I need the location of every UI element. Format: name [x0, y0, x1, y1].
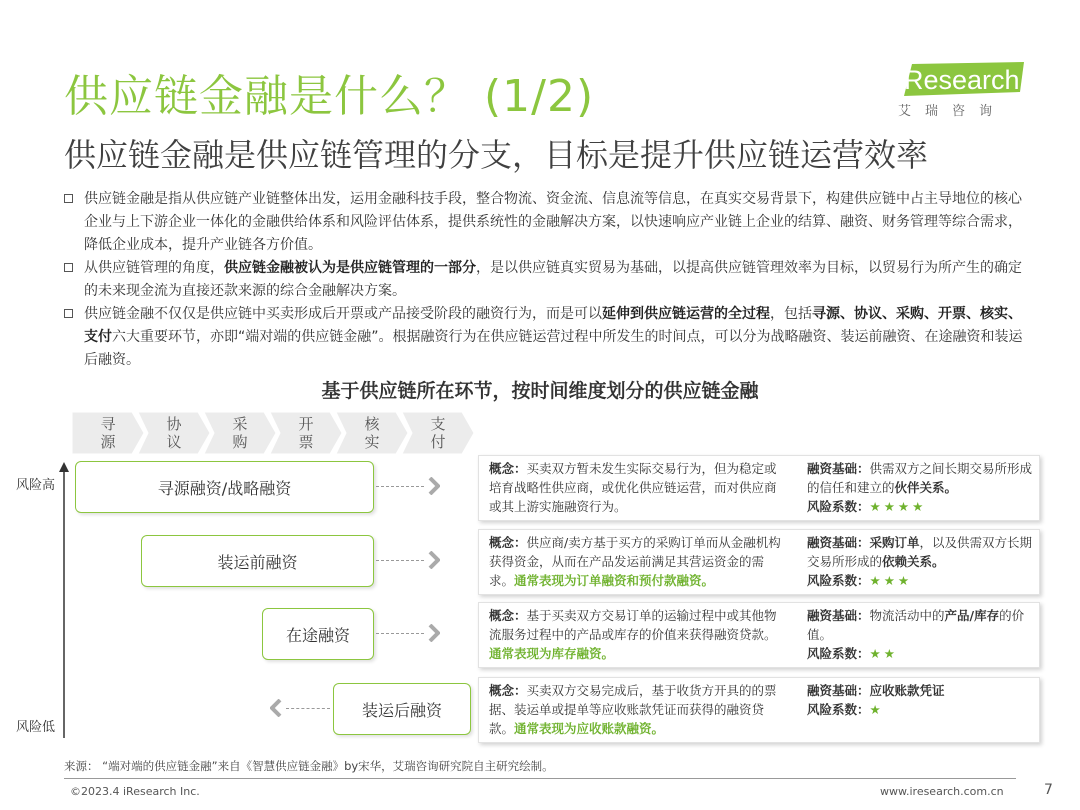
bullet-square-icon: [64, 194, 73, 203]
connector-line: [376, 486, 424, 487]
bullet-2: 从供应链管理的角度，供应链金融被认为是供应链管理的一部分，是以供应链真实贸易为基础，以提高供应链管理效率为目标，以贸易行为所产生的确定的未来现金流为直接还款来源的综合金融解决方案。: [64, 257, 1029, 303]
logo-wordmark: iResearch: [898, 65, 1020, 95]
step-label: 协 议: [166, 415, 182, 451]
page-number: 7: [1044, 782, 1053, 798]
risk-high-label: 风险高: [16, 478, 56, 493]
bullet-square-icon: [64, 309, 73, 318]
stage-intransit-financing: 在途融资: [262, 608, 374, 660]
card-basis: 融资基础：物流活动中的产品/库存的价值。 风险系数：★★: [807, 608, 1025, 661]
risk-stars: ★★★: [869, 573, 913, 588]
card-basis: 融资基础：采购订单，以及供需双方长期交易所形成的依赖关系。 风险系数：★★★: [807, 535, 1033, 588]
chevron-right-icon: [428, 624, 440, 642]
connector-line: [376, 560, 424, 561]
step-label: 开 票: [298, 415, 314, 451]
step-chevron: [402, 412, 474, 454]
source-note: 来源： “端对端的供应链金融”来自《智慧供应链金融》by宋华，艾瑞咨询研究院自主研究绘制。: [64, 759, 554, 773]
detail-card-preshipment: [478, 529, 1040, 595]
risk-stars: ★★: [869, 646, 898, 661]
chevron-right-icon: [428, 477, 440, 495]
chevron-right-icon: [428, 551, 440, 569]
risk-axis-arrow: [56, 462, 72, 740]
copyright: ©2023.4 iResearch Inc.: [70, 785, 200, 798]
page-subtitle: 供应链金融是供应链管理的分支，目标是提升供应链运营效率: [64, 136, 929, 174]
stage-strategic-financing: 寻源融资/战略融资: [75, 461, 374, 513]
footer-divider: [64, 778, 1016, 779]
detail-card-intransit: [478, 602, 1040, 668]
diagram-title: 基于供应链所在环节，按时间维度划分的供应链金融: [321, 380, 759, 402]
step-chevron: [72, 412, 144, 454]
card-concept: 概念：买卖双方交易完成后，基于收货方开具的的票据、装运单或提单等应收账款凭证而获得的融资贷款。通常表现为应收账款融资。: [489, 683, 777, 736]
website-url: www.iresearch.com.cn: [880, 785, 1004, 798]
bullet-1: 供应链金融是指从供应链产业链整体出发，运用金融科技手段，整合物流、资金流、信息流等信息，在真实交易背景下，构建供应链中占主导地位的核心企业与上下游企业一体化的金融供给体系和风险评估体系，提供系统性的金融解决方案，以快速响应产业链上企业的结算、融资、财务管理等综合需求，降低企业成本，提升产业链各方价值。: [64, 188, 1029, 257]
card-concept: 概念：供应商/卖方基于买方的采购订单而从金融机构获得资金，从而在产品发运前满足其营运资金的需求。通常表现为订单融资和预付款融资。: [489, 535, 781, 588]
card-concept: 概念：基于买卖双方交易订单的运输过程中或其他物流服务过程中的产品或库存的价值来获得融资贷款。通常表现为库存融资。: [489, 608, 777, 661]
page-title: 供应链金融是什么？ (1/2): [64, 71, 595, 122]
connector-line: [286, 708, 330, 709]
card-basis: 融资基础：供需双方之间长期交易所形成的信任和建立的伙伴关系。 风险系数：★★★★: [807, 461, 1033, 514]
stage-preshipment-financing: 装运前融资: [141, 535, 374, 587]
step-label: 采 购: [232, 415, 248, 451]
risk-stars: ★★★★: [869, 499, 927, 514]
risk-low-label: 风险低: [16, 720, 56, 735]
card-concept: 概念：买卖双方暂未发生实际交易行为，但为稳定或培育战略性供应商，或优化供应链运营，而对供应商或其上游实施融资行为。: [489, 461, 777, 514]
step-label: 核 实: [364, 415, 380, 451]
card-basis: 融资基础：应收账款凭证 风险系数：★: [807, 683, 945, 717]
bullet-3: 供应链金融不仅仅是供应链中买卖形成后开票或产品接受阶段的融资行为，而是可以延伸到供应链运营的全过程，包括寻源、协议、采购、开票、核实、支付六大重要环节，亦即“端对端的供应链金融”。根据融资行为在供应链运营过程中所发生的时间点，可以分为战略融资、装运前融资、在途融资和装运后融资。: [64, 303, 1029, 372]
step-chevron: [138, 412, 210, 454]
connector-line: [376, 633, 424, 634]
risk-stars: ★: [869, 702, 884, 717]
detail-card-postshipment: [478, 677, 1040, 743]
detail-card-strategic: [478, 455, 1040, 521]
step-chevron: [204, 412, 276, 454]
logo-chinese: 艾瑞咨询: [898, 104, 1007, 119]
step-chevron: [336, 412, 408, 454]
bullet-list: [64, 188, 1029, 372]
iresearch-logo: [894, 62, 1024, 120]
bullet-square-icon: [64, 263, 73, 272]
stage-postshipment-financing: 装运后融资: [333, 683, 471, 735]
step-chevron: [270, 412, 342, 454]
chevron-left-icon: [270, 699, 282, 717]
step-label: 支 付: [430, 415, 446, 451]
step-label: 寻 源: [100, 415, 116, 451]
